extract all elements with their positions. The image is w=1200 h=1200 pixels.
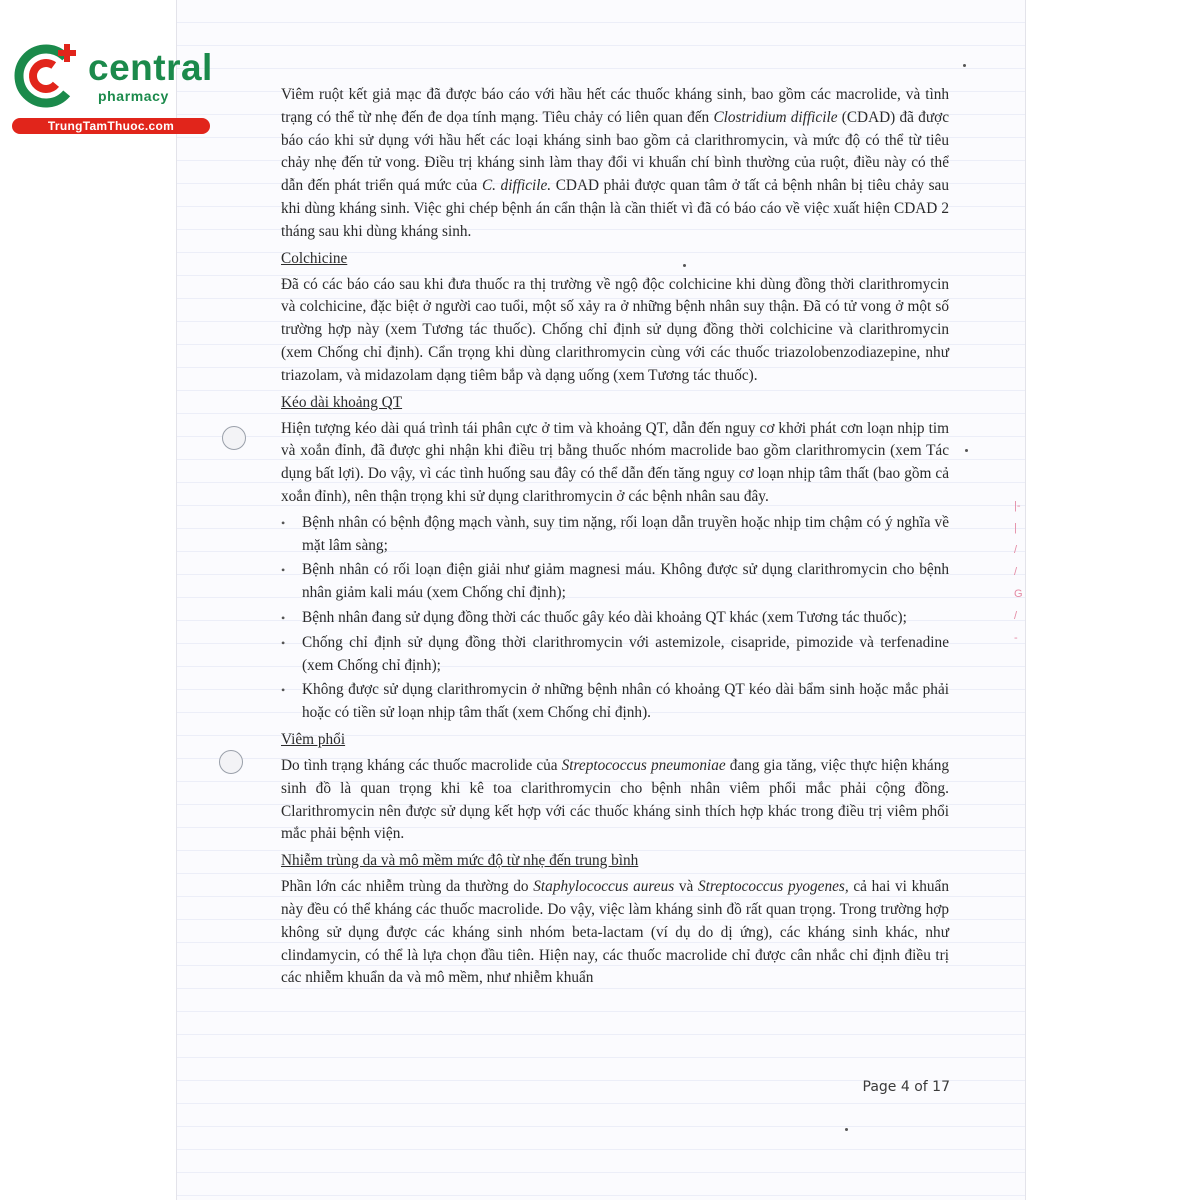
logo-sub-text: pharmacy xyxy=(98,88,169,104)
list-item: • Bệnh nhân có rối loạn điện giải như giảm magnesi máu. Không được sử dụng clarithromycin cho bệnh nhân giảm kali máu (xem Chống chỉ định); xyxy=(281,559,949,605)
page-number: Page 4 of 17 xyxy=(862,1079,950,1095)
heading-qt-prolongation: Kéo dài khoảng QT xyxy=(281,393,403,411)
punch-hole-top xyxy=(222,426,246,450)
paragraph-pneumonia: Do tình trạng kháng các thuốc macrolide của Streptococcus pneumoniae đang gia tăng, việc thực hiện kháng sinh đồ là quan trọng khi kê toa clarithromycin cho bệnh nhân viêm phổi mắc phải cộng đồng. Clarithromycin nên được sử dụng kết hợp với các thuốc kháng sinh thích hợp khác trong điều trị viêm phổi mắc phải bệnh viện. xyxy=(281,756,949,843)
heading-colchicine: Colchicine xyxy=(281,249,348,267)
list-item: • Chống chỉ định sử dụng đồng thời clarithromycin với astemizole, cisapride, pimozide và terfenadine (xem Chống chỉ định); xyxy=(281,632,949,678)
paragraph-cdad: Viêm ruột kết giả mạc đã được báo cáo với hầu hết các thuốc kháng sinh, bao gồm các macrolide, và tình trạng có thể từ nhẹ đến đe dọa tính mạng. Tiêu chảy có liên quan đến Clostridium difficile (CDAD) đã được báo cáo khi sử dụng với hầu hết các loại kháng sinh bao gồm cả clarithromycin, và mức độ có thể từ tiêu chảy nhẹ đến tử vong. Điều trị kháng sinh làm thay đổi vi khuẩn chí bình thường của ruột, điều này có thể dẫn đến phát triển quá mức của C. difficile. CDAD phải được quan tâm ở tất cả bệnh nhân bị tiêu chảy sau khi dùng kháng sinh. Việc ghi chép bệnh án cẩn thận là cần thiết vì đã có báo cáo về việc xuất hiện CDAD 2 tháng sau khi dùng kháng sinh. xyxy=(281,86,949,240)
paragraph-colchicine: Đã có các báo cáo sau khi đưa thuốc ra thị trường về ngộ độc colchicine khi dùng đồng thời clarithromycin và colchicine, đặc biệt ở người cao tuổi, một số xảy ra ở những bệnh nhân suy thận. Đã có tử vong ở một số trường hợp này (xem Tương tác thuốc). Chống chỉ định sử dụng đồng thời colchicine và clarithromycin (xem Chống chỉ định). Cẩn trọng khi dùng clarithromycin cùng với các thuốc triazolobenzodiazepine, như triazolam, và midazolam dạng tiêm bắp và dạng uống (xem Tương tác thuốc). xyxy=(281,275,949,384)
scan-speck xyxy=(965,449,968,452)
heading-skin-infections: Nhiễm trùng da và mô mềm mức độ từ nhẹ đến trung bình xyxy=(281,852,639,870)
paragraph-skin-infections: Phần lớn các nhiễm trùng da thường do Staphylococcus aureus và Streptococcus pyogenes, cả hai vi khuẩn này đều có thể kháng các thuốc macrolide. Do vậy, việc làm kháng sinh đồ rất quan trọng. Trong trường hợp không sử dụng được các kháng sinh nhóm beta-lactam (ví dụ do dị ứng), các kháng sinh khác, như clindamycin, có thể là lựa chọn đầu tiên. Hiện nay, các thuốc macrolide chỉ được cân nhắc chỉ định điều trị các nhiễm khuẩn da và mô mềm, như nhiễm khuẩn xyxy=(281,878,949,987)
list-item: • Bệnh nhân có bệnh động mạch vành, suy tim nặng, rối loạn dẫn truyền hoặc nhịp tim chậm có ý nghĩa về mặt lâm sàng; xyxy=(281,512,949,558)
central-pharmacy-logo[interactable] xyxy=(10,38,215,138)
qt-risk-list xyxy=(281,512,949,725)
heading-pneumonia: Viêm phổi xyxy=(281,730,346,748)
logo-site-url[interactable]: TrungTamThuoc.com xyxy=(12,118,210,134)
document-body xyxy=(281,84,949,993)
scan-speck xyxy=(963,64,966,67)
punch-hole-bottom xyxy=(219,750,243,774)
list-item: • Bệnh nhân đang sử dụng đồng thời các thuốc gây kéo dài khoảng QT khác (xem Tương tác thuốc); xyxy=(281,607,949,630)
pharmacy-logo-icon xyxy=(10,38,86,114)
paragraph-qt-prolongation: Hiện tượng kéo dài quá trình tái phân cực ở tim và khoảng QT, dẫn đến nguy cơ khởi phát cơn loạn nhịp tim và xoắn đỉnh, đã được ghi nhận khi điều trị bằng thuốc nhóm macrolide bao gồm clarithromycin (xem Tác dụng bất lợi). Do vậy, vì các tình huống sau đây có thể dẫn đến tăng nguy cơ loạn nhịp tâm thất (bao gồm cả xoắn đỉnh), nên thận trọng khi sử dụng clarithromycin ở các bệnh nhân sau đây. xyxy=(281,419,949,505)
scan-speck xyxy=(845,1128,848,1131)
logo-brand-text: central xyxy=(88,47,213,88)
list-item: • Không được sử dụng clarithromycin ở những bệnh nhân có khoảng QT kéo dài bẩm sinh hoặc mắc phải hoặc có tiền sử loạn nhịp tâm thất (xem Chống chỉ định). xyxy=(281,679,949,725)
margin-stamp-fragment: |- | / / G / - xyxy=(1014,500,1023,644)
